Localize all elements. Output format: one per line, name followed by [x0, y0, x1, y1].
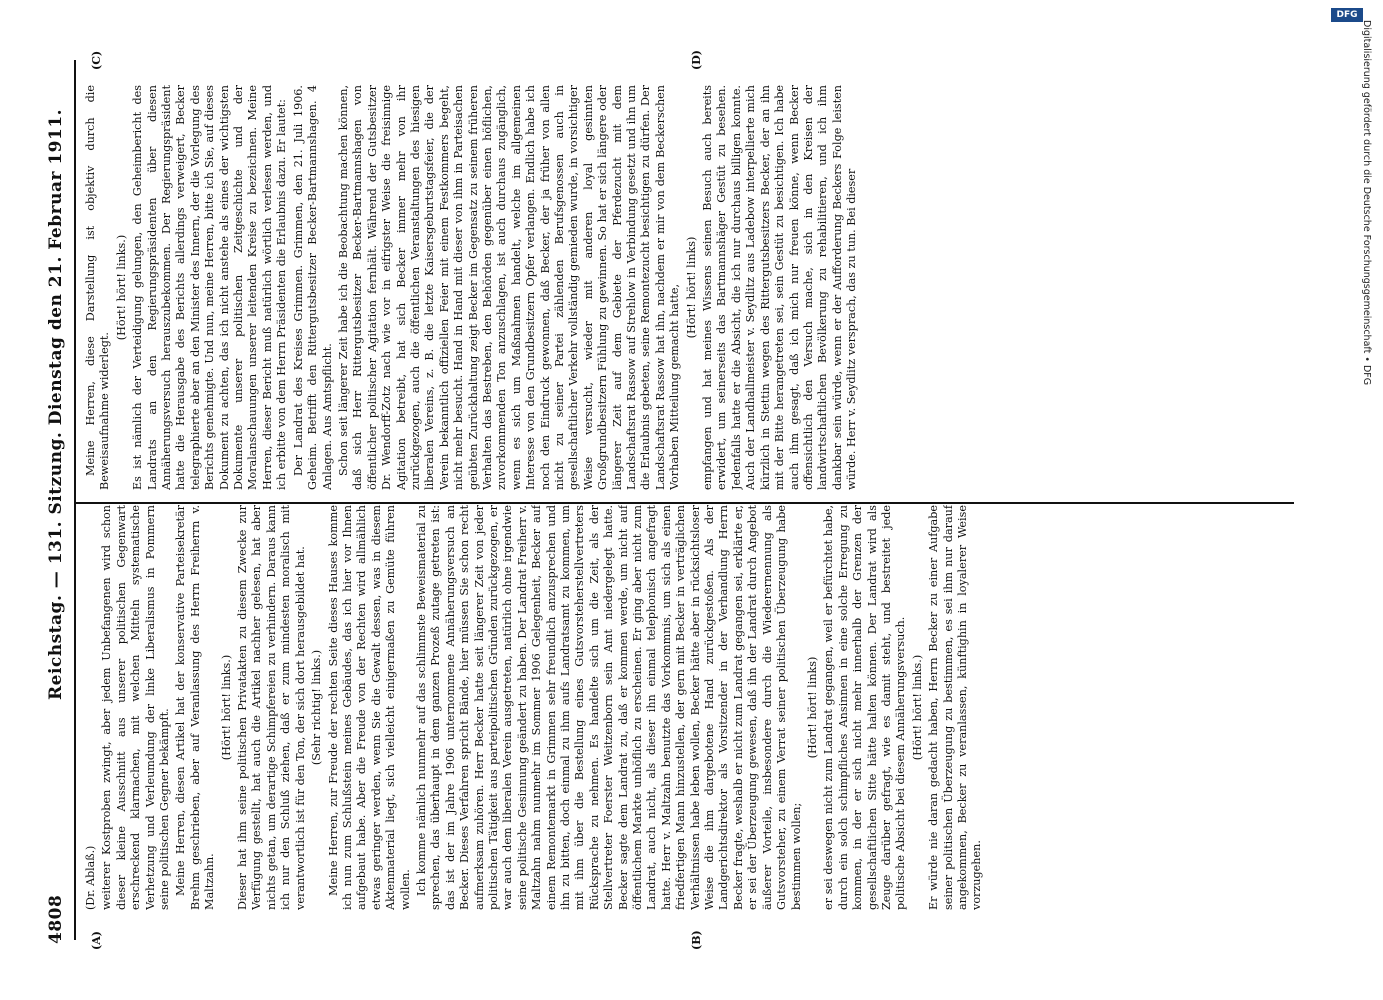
- paragraph: Dieser hat ihm seine politischen Privatakten zu diesem Zwecke zur Verfügung gestellt, hat auch die Artikel nachher gelesen, hat aber nichts getan, um derartige Schimpfereien zu verhindern. Daraus kann ich nur den Schluß ziehen, daß er zum mindesten moralisch mit verantwortlich ist für den Ton, der sich dort herausgebildet hat.: [236, 505, 307, 910]
- dfg-logo: DFG: [1331, 8, 1363, 22]
- session-header: Reichstag. — 131. Sitzung. Dienstag den 21. Februar 1911.: [46, 108, 66, 700]
- paragraph: Meine Herren, diese Darstellung ist objektiv durch die Beweisaufnahme widerlegt.: [84, 85, 112, 490]
- digitization-note-text: Digitalisierung gefördert durch die Deutsche Forschungsgemeinschaft • DFG: [1361, 20, 1372, 386]
- paragraph: weiterer Kostproben zwingt, aber jedem Unbefangenen wird schon dieser kleine Ausschnitt aus unserer politischen Gegenwart erschreckend klarmachen, mit welchen Mitteln systematische Verhetzung und Verleumdung der linke Liberalismus in Pommern seine politischen Gegner bekämpft.: [100, 505, 172, 910]
- margin-mark-a: (A): [90, 931, 103, 950]
- right-column: [84, 85, 1299, 490]
- speaker-tag: (Dr. Ablaß.): [84, 845, 97, 910]
- quoted-report: Schon seit längerer Zeit habe ich die Beobachtung machen können, daß sich Herr Rittergutsbesitzer Becker-Bartmannshagen von öffentlicher politischer Agitation fernhält. Während der Gutsbesitzer Dr. Wendorff-Zotz nach wie vor in eifrigster Weise die freisinnige Agitation betreibt, hat sich Becker immer mehr von ihr zurückgezogen, auch die öffentlichen Veranstaltungen des hiesigen liberalen Vereins, z. B. die letzte Kaisersgeburtstagsfeier, die der Verein bekanntlich offiziellen Feier mit einem Festkommers begeht, nicht mehr besucht. Hand in Hand mit dieser von ihm in Parteisachen geübten Zurückhaltung zeigt Becker im Gegensatz zu seinem früheren Verhalten das Bestreben, den Behörden gegenüber einen höflichen, zuvorkommenden Ton anzuschlagen, ist auch durchaus zugänglich, wenn es sich um Maßnahmen handelt, welche im allgemeinen Interesse von den Grundbesitzern Opfer verlangen. Endlich habe ich noch den Eindruck gewonnen, daß Becker, der ja früher von allen nicht zu seiner Partei zählenden Berufsgenossen auch in gesellschaftlicher Verkehr vollständig gemieden wurde, in vorsichtiger Weise versucht, wieder mit anderen loyal gesinnten Großgrundbesitzern Fühlung zu gewinnen. So hat er sich längere oder längerer Zeit auf dem Gebiete der Pferdezucht mit dem Landschaftsrat Rassow auf Strehlow in Verbindung gesetzt und ihn um die Erlaubnis gebeten, seine Remontezucht besichtigen zu dürfen. Der Landschaftsrat Rassow hat ihn, nachdem er mir von dem Beckerschen Vorhaben Mitteilung gemacht hatte,: [336, 85, 682, 490]
- paragraph: Er würde nie daran gedacht haben, Herrn Becker zu einer Aufgabe seiner politischen Überzeugung zu bestimmen, es sei ihm nur darauf angekommen, Becker zu veranlassen, künftighin in loyalerer Weise vorzugehen.: [927, 505, 984, 910]
- interjection: (Hört! hört! links.): [219, 654, 233, 761]
- interjection: (Hört! hört! links.): [114, 234, 128, 341]
- quoted-header: Der Landrat des Kreises Grimmen. Grimmen, den 21. Juli 1906. Geheim. Betrifft den Rittergutsbesitzer Becker-Bartmannshagen. 4 Anlagen. Aus Amtspflicht.: [291, 85, 334, 490]
- left-column: [84, 505, 1299, 910]
- interjection: (Hört! hört! links.): [910, 654, 924, 761]
- interjection: (Hört! hört! links): [805, 656, 819, 759]
- paragraph: Meine Herren, zur Freude der rechten Seite dieses Hauses komme ich nun zum Schlußstein meines Gebäudes, das ich hier vor Ihnen aufgebaut habe. Aber die Freude von der Rechten wird allmählich etwas geringer werden, wenn Sie die Gewalt dessen, was in diesem Aktenmaterial liegt, sich vielleicht einigermaßen zu Gemüte führen wollen.: [326, 505, 412, 910]
- paragraph: Es ist nämlich der Verteidigung gelungen, den Geheimbericht des Landrats an den Regierungspräsidenten über diesen Annäherungsversuch herauszubekommen. Der Regierungspräsident hatte die Herausgabe des Berichts allerdings verweigert, Becker telegraphierte aber an den Minister des Innern, der die Vorlegung des Berichts genehmigte. Und nun, meine Herren, bitte ich Sie, auf dieses Dokument zu achten, das ich nicht anstehe als eines der wichtigsten Dokumente unserer politischen Zeitgeschichte und der Moralanschauungen unserer leitenden Kreise zu bezeichnen. Meine Herren, dieser Bericht muß natürlich wörtlich verlesen werden, und ich erbitte von dem Herrn Präsidenten die Erlaubnis dazu. Er lautet:: [131, 85, 289, 490]
- paragraph: Meine Herren, diesen Artikel hat der konservative Parteisekretär Brehm geschrieben, aber auf Veranlassung des Herrn Freiherrn v. Maltzahn.: [174, 505, 217, 910]
- page-number: 4808: [46, 894, 66, 944]
- margin-mark-b: (B): [690, 930, 703, 950]
- paragraph: Ich komme nämlich nunmehr auf das schlimmste Beweismaterial zu sprechen, das überhaupt in dem ganzen Prozeß zutage getreten ist: das ist der im Jahre 1906 unternommene Annäherungsversuch an Becker. Dieses Verfahren spricht Bände, hier müssen Sie schon recht aufmerksam zuhören. Herr Becker hatte seit längerer Zeit von jeder politischen Tätigkeit aus parteipolitischen Gründen zurückgezogen, er war auch dem liberalen Verein ausgetreten, natürlich ohne irgendwie seine politische Gesinnung geändert zu haben. Der Landrat Freiherr v. Maltzahn nahm nunmehr im Sommer 1906 Gelegenheit, Becker auf einem Remontemarkt in Grimmen sehr freundlich anzusprechen und ihn zu bitten, doch einmal zu ihm aufs Landratsamt zu kommen, um mit ihm über die Bestellung eines Gutsvorsteherstellvertreters Rücksprache zu nehmen. Es handelte sich um die Zeit, als der Stellvertreter Foerster Weitzenborn sein Amt niedergelegt hatte. Becker sagte dem Landrat zu, daß er kommen werde, um nicht auf öffentlichem Markte unhöflich zu erscheinen. Er ging aber nicht zum Landrat, auch nicht, als dieser ihn einmal telephonisch angefragt hatte. Herr v. Maltzahn benutzte das Vorkommnis, um sich als einen friedfertigen Mann hinzustellen, der gern mit Becker in verträglichen Verhältnissen habe leben wollen, Becker hätte aber in rücksichtsloser Weise die ihm dargebotene Hand zurückgestoßen. Als der Landgerichtsdirektor als Vorsitzender in der Verhandlung Herrn Becker fragte, weshalb er nicht zum Landrat gegangen sei, erklärte er, er sei der Überzeugung gewesen, daß ihn der Landrat durch Angebot äußerer Vorteile, insbesondere durch die Wiederernennung als Gutsvorsteher, zu einem Verrat seiner politischen Überzeugung habe bestimmen wollen;: [414, 505, 803, 910]
- quoted-report: empfangen und hat meines Wissens seinen Besuch auch bereits erwidert, um seinerseits das Bartmannshäger Gestüt zu besehen. Jedenfalls hatte er die Absicht, die ich nur durchaus billigen konnte. Auch der Landhallmeister v. Seydlitz aus Ladebow interpellierte mich kürzlich in Stettin wegen des Rittergutsbesitzers Becker, der an ihn mit der Bitte herangetreten sei, sein Gestüt zu besichtigen. Ich habe auch ihm gesagt, daß ich mich nur freuen könne, wenn Becker offensichtlich den Versuch mache, sich in den Kreisen der landwirtschaftlichen Bevölkerung zu rehabilitieren, und ich ihm dankbar sein würde, wenn er der Aufforderung Beckers Folge leisten würde. Herr v. Seydlitz versprach, das zu tun. Bei dieser: [701, 85, 859, 490]
- paragraph: er sei deswegen nicht zum Landrat gegangen, weil er befürchtet habe, durch ein solch schimpfliches Ansinnen in eine solche Erregung zu kommen, in der er sich nicht mehr innerhalb der Grenzen der gesellschaftlichen Sitte hätte halten können. Der Landrat wird als Zeuge darüber gefragt, wie es damit steht, und bestreitet jede politische Absicht bei diesem Annäherungsversuch.: [822, 505, 908, 910]
- interjection: (Hört! hört! links): [684, 236, 698, 339]
- margin-mark-c: (C): [90, 50, 103, 70]
- column-divider: [74, 502, 1294, 504]
- header-rule: [74, 60, 76, 940]
- interjection: (Sehr richtig! links.): [310, 649, 324, 766]
- margin-mark-d: (D): [690, 50, 703, 70]
